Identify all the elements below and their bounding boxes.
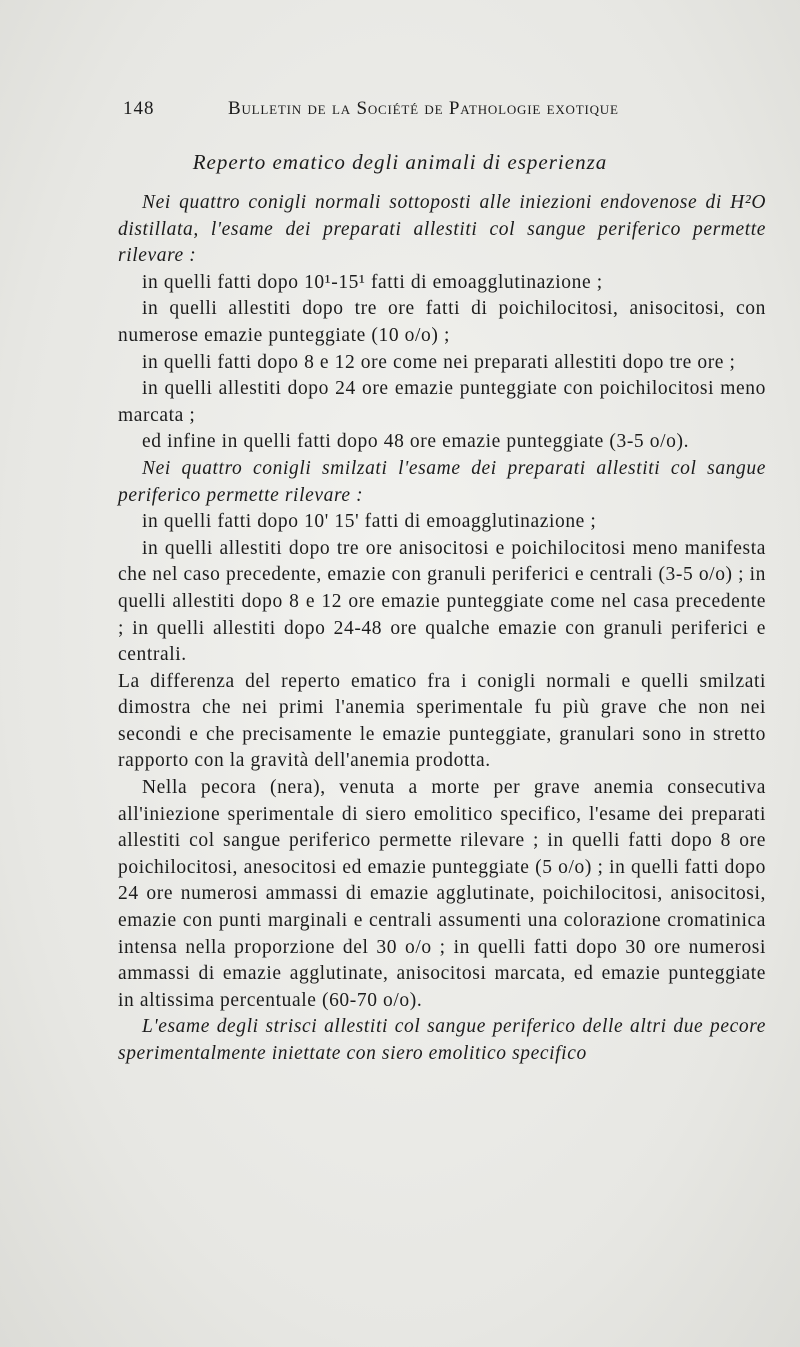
- paragraph: in quelli allestiti dopo tre ore fatti di poichilocitosi, anisocitosi, con numerose emazie punteggiate (10 o/o) ;: [118, 298, 766, 346]
- paragraph: L'esame degli strisci allestiti col sangue periferico delle altri due pecore sperimentalmente iniettate con siero emolitico specifico: [118, 1016, 766, 1064]
- paragraph: Nei quattro conigli normali sottoposti alle iniezioni endovenose di H²O distillata, l'esame dei preparati allestiti col sangue periferico permette rilevare :: [118, 192, 766, 267]
- page-number: 148: [123, 98, 155, 119]
- section-title: Reperto ematico degli animali di esperienza: [192, 150, 608, 174]
- page-header: [118, 98, 678, 132]
- running-title: Bulletin de la Société de Pathologie exotique: [228, 98, 619, 119]
- paragraph: in quelli fatti dopo 10¹-15¹ fatti di emoagglutinazione ;: [142, 271, 603, 293]
- paragraph: in quelli allestiti dopo tre ore anisocitosi e poichilocitosi meno manifesta che nel caso precedente, emazie con granuli periferici e centrali (3-5 o/o) ; in quelli allestiti dopo 8 e 12 ore emazie punteggiate come nel casa precedente ; in quelli allestiti dopo 24-48 ore qualche emazie con granuli periferici e centrali.: [118, 537, 766, 666]
- paragraph: in quelli fatti dopo 8 e 12 ore come nei preparati allestiti dopo tre ore ;: [142, 351, 736, 373]
- paragraph: Nella pecora (nera), venuta a morte per grave anemia consecutiva all'iniezione sperimentale di siero emolitico specifico, l'esame dei preparati allestiti col sangue periferico permette rilevare ; in quelli fatti dopo 8 ore poichilocitosi, anesocitosi ed emazie punteggiate (5 o/o) ; in quelli fatti dopo 24 ore numerosi ammassi di emazie agglutinate, poichilocitosi, anisocitosi, emazie con punti marginali e centrali assumenti una colorazione cromatinica intensa nella proporzione del 30 o/o ; in quelli fatti dopo 30 ore numerosi ammassi di emazie agglutinate, anisocitosi marcata, ed emazie punteggiate in altissima percentuale (60-70 o/o).: [118, 777, 766, 1011]
- paragraph: Nei quattro conigli smilzati l'esame dei preparati allestiti col sangue periferico permette rilevare :: [118, 457, 766, 506]
- body-text: [118, 190, 766, 1068]
- paragraph: in quelli fatti dopo 10' 15' fatti di emoagglutinazione ;: [142, 511, 597, 533]
- paragraph: La differenza del reperto ematico fra i conigli normali e quelli smilzati dimostra che nei primi l'anemia sperimentale fu più grave che non nei secondi e che precisamente le emazie punteggiate, granulari sono in stretto rapporto con la gravità dell'anemia prodotta.: [118, 670, 766, 772]
- paragraph: ed infine in quelli fatti dopo 48 ore emazie punteggiate (3-5 o/o).: [142, 431, 690, 453]
- paragraph: in quelli allestiti dopo 24 ore emazie punteggiate con poichilocitosi meno marcata ;: [118, 378, 766, 426]
